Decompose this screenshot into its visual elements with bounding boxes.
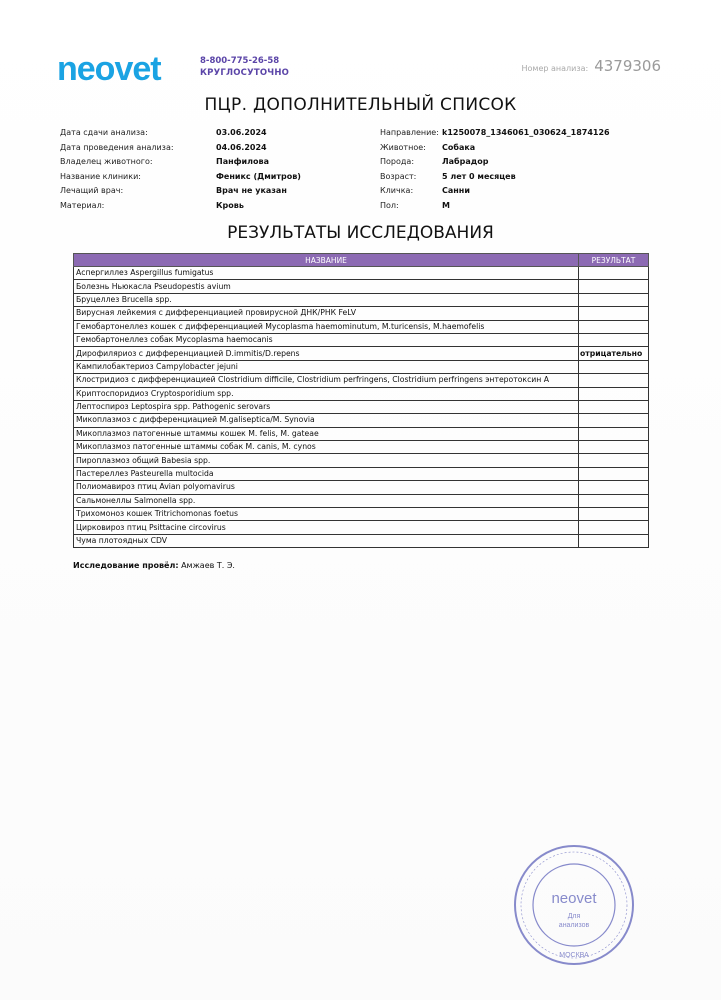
column-header-result: РЕЗУЛЬТАТ [579,254,649,267]
table-row [74,293,649,306]
stamp-caption-2: анализов [558,922,590,929]
info-row [380,141,610,156]
info-label: Порода: [380,157,415,167]
info-row [60,141,301,156]
table-row [74,414,649,427]
analysis-number [522,57,662,75]
info-label: Лечащий врач: [60,186,124,196]
contact-block [200,55,289,79]
performer-name: Амжаев Т. Э. [181,561,235,570]
table-row [74,400,649,413]
column-header-name: НАЗВАНИЕ [74,254,579,267]
table-row [74,494,649,507]
test-result: отрицательно [579,347,649,360]
performer-line [73,561,235,570]
info-value: Панфилова [216,157,269,167]
test-name: Микоплазмоз патогенные штаммы кошек M. felis, M. gateae [74,427,579,440]
table-row [74,481,649,494]
table-row [74,333,649,346]
info-label: Дата сдачи анализа: [60,128,148,137]
table-row [74,521,649,534]
table-row [74,508,649,521]
info-value: Санни [442,186,470,196]
table-row [74,427,649,440]
table-row [74,320,649,333]
info-value: Лабрадор [442,157,489,167]
info-label: Направление: [380,128,439,137]
table-row [74,374,649,387]
info-row [380,155,610,170]
test-name: Аспергиллез Aspergillus fumigatus [74,267,579,280]
test-name: Дирофиляриоз с дифференциацией D.immitis/D.repens [74,347,579,360]
test-result [579,414,649,427]
test-result [579,427,649,440]
test-name: Полиомавироз птиц Avian polyomavirus [74,481,579,494]
stamp-caption-1: Для [567,913,581,920]
info-label: Материал: [60,200,105,210]
test-name: Бруцеллез Brucella spp. [74,293,579,306]
table-row [74,360,649,373]
info-value: 04.06.2024 [216,142,267,152]
table-row [74,387,649,400]
info-row [60,170,301,185]
test-name: Цирковироз птиц Psittacine circovirus [74,521,579,534]
test-name: Болезнь Ньюкасла Pseudopestis avium [74,280,579,293]
test-name: Клостридиоз с дифференциацией Clostridium difficile, Clostridium perfringens, Clostridium perfringens энтеротоксин А [74,374,579,387]
info-label: Пол: [380,200,399,210]
test-result [579,454,649,467]
table-row [74,534,649,547]
table-row [74,267,649,280]
analysis-number-value: 4379306 [594,57,661,75]
info-value: 03.06.2024 [216,128,267,137]
info-row [60,184,301,199]
info-right [380,126,610,214]
table-row [74,454,649,467]
test-result [579,467,649,480]
info-value: М [442,200,450,210]
info-value: 5 лет 0 месяцев [442,171,516,181]
test-name: Гемобартонеллез кошек с дифференциацией Mycoplasma haemominutum, M.turicensis, M.haemofelis [74,320,579,333]
test-name: Пастереллез Pasteurella multocida [74,467,579,480]
test-name: Трихомоноз кошек Tritrichomonas foetus [74,508,579,521]
stamp-city: МОСКВА [559,952,589,959]
hours-label: КРУГЛОСУТОЧНО [200,68,290,78]
stamp-brand: neovet [551,890,597,907]
test-result [579,534,649,547]
info-label: Кличка: [380,186,414,196]
test-name: Гемобартонеллез собак Mycoplasma haemocanis [74,333,579,346]
test-result [579,400,649,413]
clinic-stamp [512,843,636,967]
table-row [74,347,649,360]
table-row [74,307,649,320]
info-row [60,126,301,141]
test-result [579,521,649,534]
info-row [60,155,301,170]
info-row [380,199,610,214]
table-header-row [74,254,649,267]
test-name: Лептоспироз Leptospira spp. Pathogenic serovars [74,400,579,413]
table-row [74,467,649,480]
test-name: Микоплазмоз патогенные штаммы собак M. canis, M. cynos [74,441,579,454]
test-name: Пироплазмоз общий Babesia spp. [74,454,579,467]
info-value: Кровь [216,200,244,210]
neovet-logo-icon [57,50,172,86]
info-label: Животное: [380,142,426,152]
info-value: k1250078_1346061_030624_1874126 [442,128,610,137]
phone-number[interactable]: 8-800-775-26-58 [200,56,280,66]
test-name: Чума плотоядных CDV [74,534,579,547]
results-title: РЕЗУЛЬТАТЫ ИССЛЕДОВАНИЯ [227,223,494,243]
test-result [579,481,649,494]
neovet-logo [57,46,172,86]
test-name: Криптоспоридиоз Cryptosporidium spp. [74,387,579,400]
info-row [380,170,610,185]
document-title: ПЦР. ДОПОЛНИТЕЛЬНЫЙ СПИСОК [204,95,517,115]
info-value: Собака [442,142,476,152]
test-result [579,307,649,320]
table-row [74,441,649,454]
test-result [579,320,649,333]
test-name: Кампилобактериоз Campylobacter jejuni [74,360,579,373]
test-result [579,360,649,373]
info-left [60,126,301,214]
info-label: Название клиники: [60,171,141,181]
info-row [60,199,301,214]
test-name: Вирусная лейкемия с дифференциацией провирусной ДНК/РНК FeLV [74,307,579,320]
info-value: Врач не указан [216,186,287,196]
test-name: Сальмонеллы Salmonella spp. [74,494,579,507]
test-result [579,508,649,521]
test-result [579,293,649,306]
info-row [380,184,610,199]
info-row [380,126,610,141]
test-result [579,333,649,346]
info-label: Владелец животного: [60,157,153,167]
performer-label: Исследование провёл: [73,561,179,570]
test-result [579,267,649,280]
logo-wordmark: neovet [57,50,161,86]
test-result [579,280,649,293]
info-value: Феникс (Дмитров) [216,171,301,181]
test-result [579,494,649,507]
results-table [73,253,649,548]
table-row [74,280,649,293]
info-label: Возраст: [380,171,417,181]
test-result [579,374,649,387]
info-label: Дата проведения анализа: [60,142,174,152]
test-result [579,441,649,454]
analysis-number-label: Номер анализа: [521,64,589,73]
test-name: Микоплазмоз с дифференциацией M.galiseptica/M. Synovia [74,414,579,427]
test-result [579,387,649,400]
